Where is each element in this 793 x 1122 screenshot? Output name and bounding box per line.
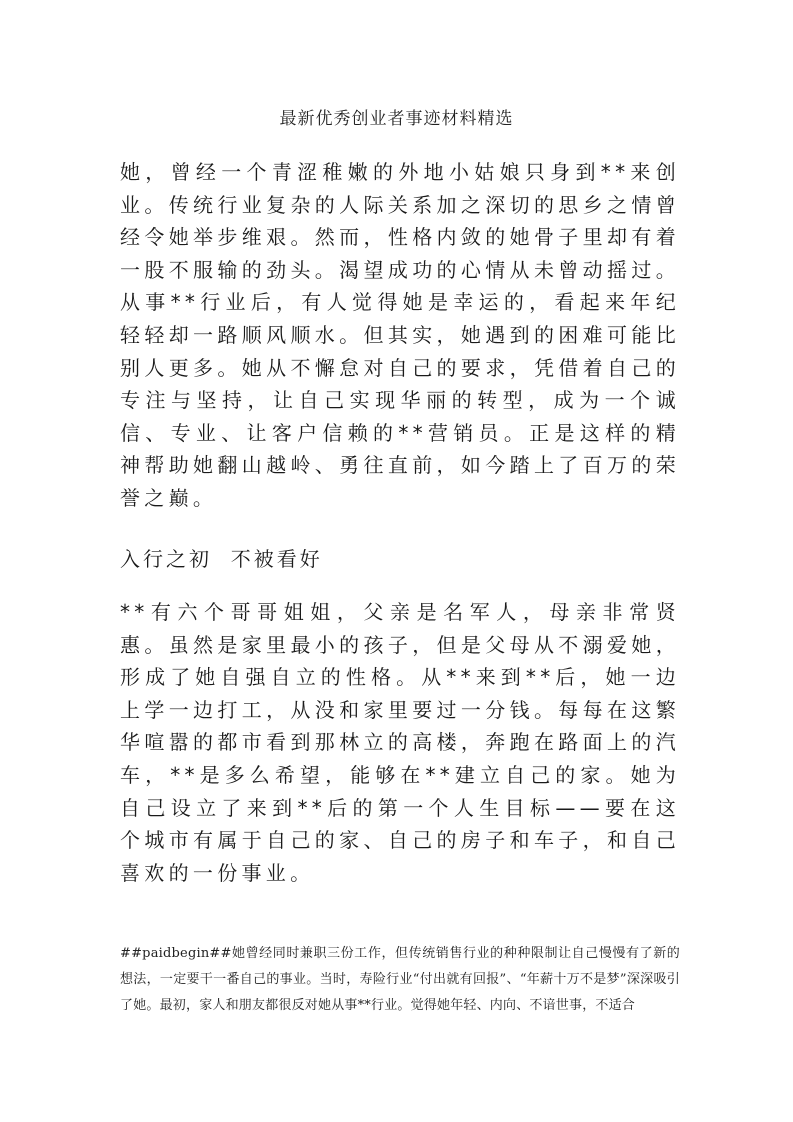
section-heading: 入行之初 不被看好: [120, 547, 323, 571]
paid-content-paragraph: ##paidbegin##她曾经同时兼职三份工作，但传统销售行业的种种限制让自己慢慢有了新的想法，一定要干一番自己的事业。当时，寿险行业“付出就有回报”、“年薪十万不是梦”深深吸引了她。最初，家人和朋友都很反对她从事**行业。觉得她年轻、内向、不谙世事，不适合: [120, 946, 680, 1013]
section-paragraph: **有六个哥哥姐姐，父亲是名军人，母亲非常贤惠。虽然是家里最小的孩子，但是父母从不溺爱她，形成了她自强自立的性格。从**来到**后，她一边上学一边打工，从没和家里要过一分钱。每每在这繁华喧嚣的都市看到那林立的高楼，奔跑在路面上的汽车，**是多么希望，能够在**建立自己的家。她为自己设立了来到**后的第一个人生目标——要在这个城市有属于自己的家、自己的房子和车子，和自己喜欢的一份事业。: [120, 600, 680, 885]
document-title: 最新优秀创业者事迹材料精选: [279, 109, 514, 129]
intro-paragraph: 她，曾经一个青涩稚嫩的外地小姑娘只身到**来创业。传统行业复杂的人际关系加之深切的思乡之情曾经令她举步维艰。然而，性格内敛的她骨子里却有着一股不服输的劲头。渴望成功的心情从未曾动摇过。从事**行业后，有人觉得她是幸运的，看起来年纪轻轻却一路顺风顺水。但其实，她遇到的困难可能比别人更多。她从不懈怠对自己的要求，凭借着自己的专注与坚持，让自己实现华丽的转型，成为一个诚信、专业、让客户信赖的**营销员。正是这样的精神帮助她翻山越岭、勇往直前，如今踏上了百万的荣誉之巅。: [120, 160, 680, 510]
